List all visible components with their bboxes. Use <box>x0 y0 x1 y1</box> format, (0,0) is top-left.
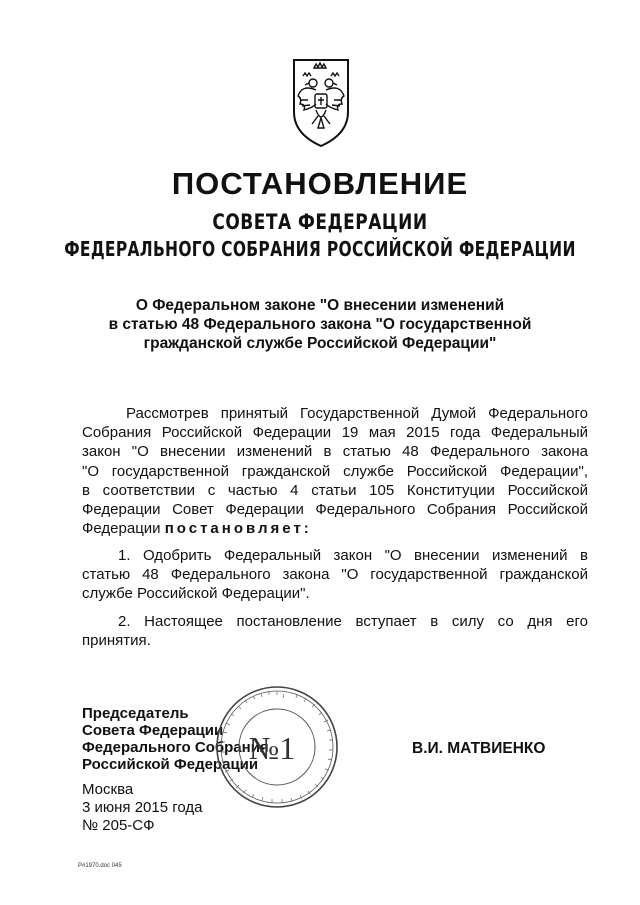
date: 3 июня 2015 года <box>82 799 203 816</box>
position-line: Федерального Собрания <box>82 739 269 756</box>
heading-line: в статью 48 Федерального закона "О государственной <box>108 316 532 333</box>
signatory-name: В.И. МАТВИЕНКО <box>412 740 546 757</box>
resolution-heading <box>70 296 570 353</box>
coat-of-arms-icon <box>288 54 354 150</box>
paragraph-line: 2. Настоящее постановление вступает в силу со дня его <box>118 613 588 630</box>
paragraph-line: закон "О внесении изменений в статью 48 Федерального закона <box>82 443 588 461</box>
position-line: Российской Федерации <box>82 756 259 773</box>
resolution-item-2 <box>82 612 588 650</box>
paragraph-line: "О государственной гражданской службе Российской Федерации", <box>82 462 588 480</box>
paragraph-line: Рассмотрев принятый Государственной Думой Федерального <box>126 405 588 422</box>
resolution-item-1 <box>82 546 588 604</box>
paragraph-line: Собрания Российской Федерации 19 мая 2015 года Федеральный <box>82 424 588 442</box>
official-seal <box>212 682 342 812</box>
paragraph-line: принятия. <box>82 632 151 650</box>
position-line: Совета Федерации <box>82 722 224 739</box>
issuer-line-1: СОВЕТА ФЕДЕРАЦИИ <box>212 210 428 235</box>
paragraph-line: 1. Одобрить Федеральный закон "О внесении изменений в <box>118 547 588 564</box>
paragraph-line: Федерации Совет Федерации Федерального Собрания Российской <box>82 500 588 518</box>
paragraph-line <box>82 519 588 538</box>
preamble-paragraph <box>82 404 588 538</box>
paragraph-line: службе Российской Федерации". <box>82 585 310 603</box>
issuer-line-2: ФЕДЕРАЛЬНОГО СОБРАНИЯ РОССИЙСКОЙ ФЕДЕРАЦИИ <box>64 238 576 262</box>
heading-line: О Федеральном законе "О внесении изменений <box>135 297 505 314</box>
paragraph-line: в соответствии с частью 4 статьи 105 Конституции Российской <box>82 481 588 499</box>
heading-line: гражданской службе Российской Федерации" <box>143 335 497 352</box>
city: Москва <box>82 781 134 798</box>
place-and-date <box>82 781 203 835</box>
document-number: № 205-СФ <box>82 817 155 834</box>
paragraph-last-prefix: Федерации <box>82 520 161 538</box>
seal-number: №1 <box>248 730 296 766</box>
file-code: Р#1970.doc 045 <box>78 863 122 869</box>
position-line: Председатель <box>82 705 189 722</box>
document-type-title: ПОСТАНОВЛЕНИЕ <box>171 166 469 201</box>
paragraph-line: статью 48 Федерального закона "О государственной гражданской <box>82 566 588 584</box>
resolves-emphasis: постановляет: <box>164 520 312 538</box>
